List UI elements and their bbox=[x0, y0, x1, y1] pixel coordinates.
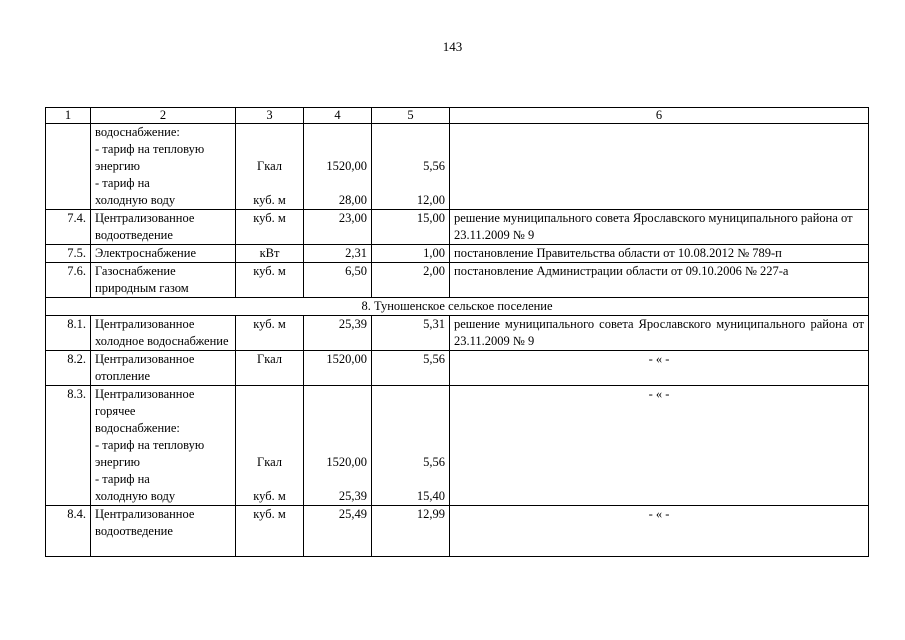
section-title: 8. Туношенское сельское поселение bbox=[46, 298, 869, 316]
row-number: 7.6. bbox=[46, 263, 91, 298]
basis bbox=[450, 124, 869, 210]
header-cell: 3 bbox=[236, 108, 304, 124]
table-row bbox=[46, 124, 869, 210]
row-number: 8.2. bbox=[46, 351, 91, 386]
value-col5: 1,00 bbox=[372, 245, 450, 263]
unit: куб. м bbox=[236, 263, 304, 298]
section-row bbox=[46, 298, 869, 316]
value-col5: 5,56 bbox=[372, 351, 450, 386]
row-number: 8.4. bbox=[46, 506, 91, 557]
unit: Гкал куб. м bbox=[253, 455, 286, 503]
value-col5: 5,31 bbox=[372, 316, 450, 351]
service-name: Централизованное отопление bbox=[91, 351, 236, 386]
header-cell: 2 bbox=[91, 108, 236, 124]
service-name: Централизованное водоотведение bbox=[91, 210, 236, 245]
value-col5: 5,56 15,40 bbox=[416, 455, 445, 503]
table-row bbox=[46, 316, 869, 351]
unit: куб. м bbox=[236, 210, 304, 245]
header-row bbox=[46, 108, 869, 124]
header-cell: 5 bbox=[372, 108, 450, 124]
value-col4: 1520,00 bbox=[304, 351, 372, 386]
row-number: 7.4. bbox=[46, 210, 91, 245]
row-number: 8.3. bbox=[46, 386, 91, 506]
service-name: Электроснабжение bbox=[91, 245, 236, 263]
header-cell: 4 bbox=[304, 108, 372, 124]
value-col4: 25,49 bbox=[304, 506, 372, 557]
basis: - « - bbox=[450, 506, 869, 557]
service-name: Централизованное холодное водоснабжение bbox=[91, 316, 236, 351]
value-col5: 12,99 bbox=[372, 506, 450, 557]
table-row bbox=[46, 263, 869, 298]
basis: решение муниципального совета Ярославского муниципального района от 23.11.2009 № 9 bbox=[450, 210, 869, 245]
unit: Гкал куб. м bbox=[253, 159, 286, 207]
row-number: 7.5. bbox=[46, 245, 91, 263]
value-col5: 5,56 12,00 bbox=[416, 159, 445, 207]
header-cell: 1 bbox=[46, 108, 91, 124]
value-col4: 6,50 bbox=[304, 263, 372, 298]
service-name: Централизованное водоотведение bbox=[91, 506, 236, 557]
value-col4: 1520,00 28,00 bbox=[326, 159, 367, 207]
unit: Гкал bbox=[236, 351, 304, 386]
unit: куб. м bbox=[236, 316, 304, 351]
unit: куб. м bbox=[236, 506, 304, 557]
value-col4: 2,31 bbox=[304, 245, 372, 263]
header-cell: 6 bbox=[450, 108, 869, 124]
unit: кВт bbox=[236, 245, 304, 263]
basis: решение муниципального совета Ярославского муниципального района от 23.11.2009 № 9 bbox=[450, 316, 869, 351]
basis: - « - bbox=[450, 351, 869, 386]
basis: постановление Администрации области от 09.10.2006 № 227-а bbox=[450, 263, 869, 298]
value-col4: 1520,00 25,39 bbox=[326, 455, 367, 503]
service-name: Централизованное горячее водоснабжение: - тариф на тепловую энергию - тариф на холодную воду bbox=[95, 387, 205, 503]
service-name: водоснабжение: - тариф на тепловую энергию - тариф на холодную воду bbox=[95, 125, 205, 207]
table-row bbox=[46, 245, 869, 263]
tariff-table bbox=[45, 107, 869, 557]
value-col5: 15,00 bbox=[372, 210, 450, 245]
table-row bbox=[46, 506, 869, 557]
value-col4: 25,39 bbox=[304, 316, 372, 351]
value-col4: 23,00 bbox=[304, 210, 372, 245]
service-name: Газоснабжение природным газом bbox=[91, 263, 236, 298]
page-number: 143 bbox=[442, 39, 463, 54]
table-row bbox=[46, 351, 869, 386]
value-col5: 2,00 bbox=[372, 263, 450, 298]
basis: постановление Правительства области от 10.08.2012 № 789-п bbox=[450, 245, 869, 263]
table-row bbox=[46, 386, 869, 506]
basis: - « - bbox=[450, 386, 869, 506]
row-number: 8.1. bbox=[46, 316, 91, 351]
table-row bbox=[46, 210, 869, 245]
